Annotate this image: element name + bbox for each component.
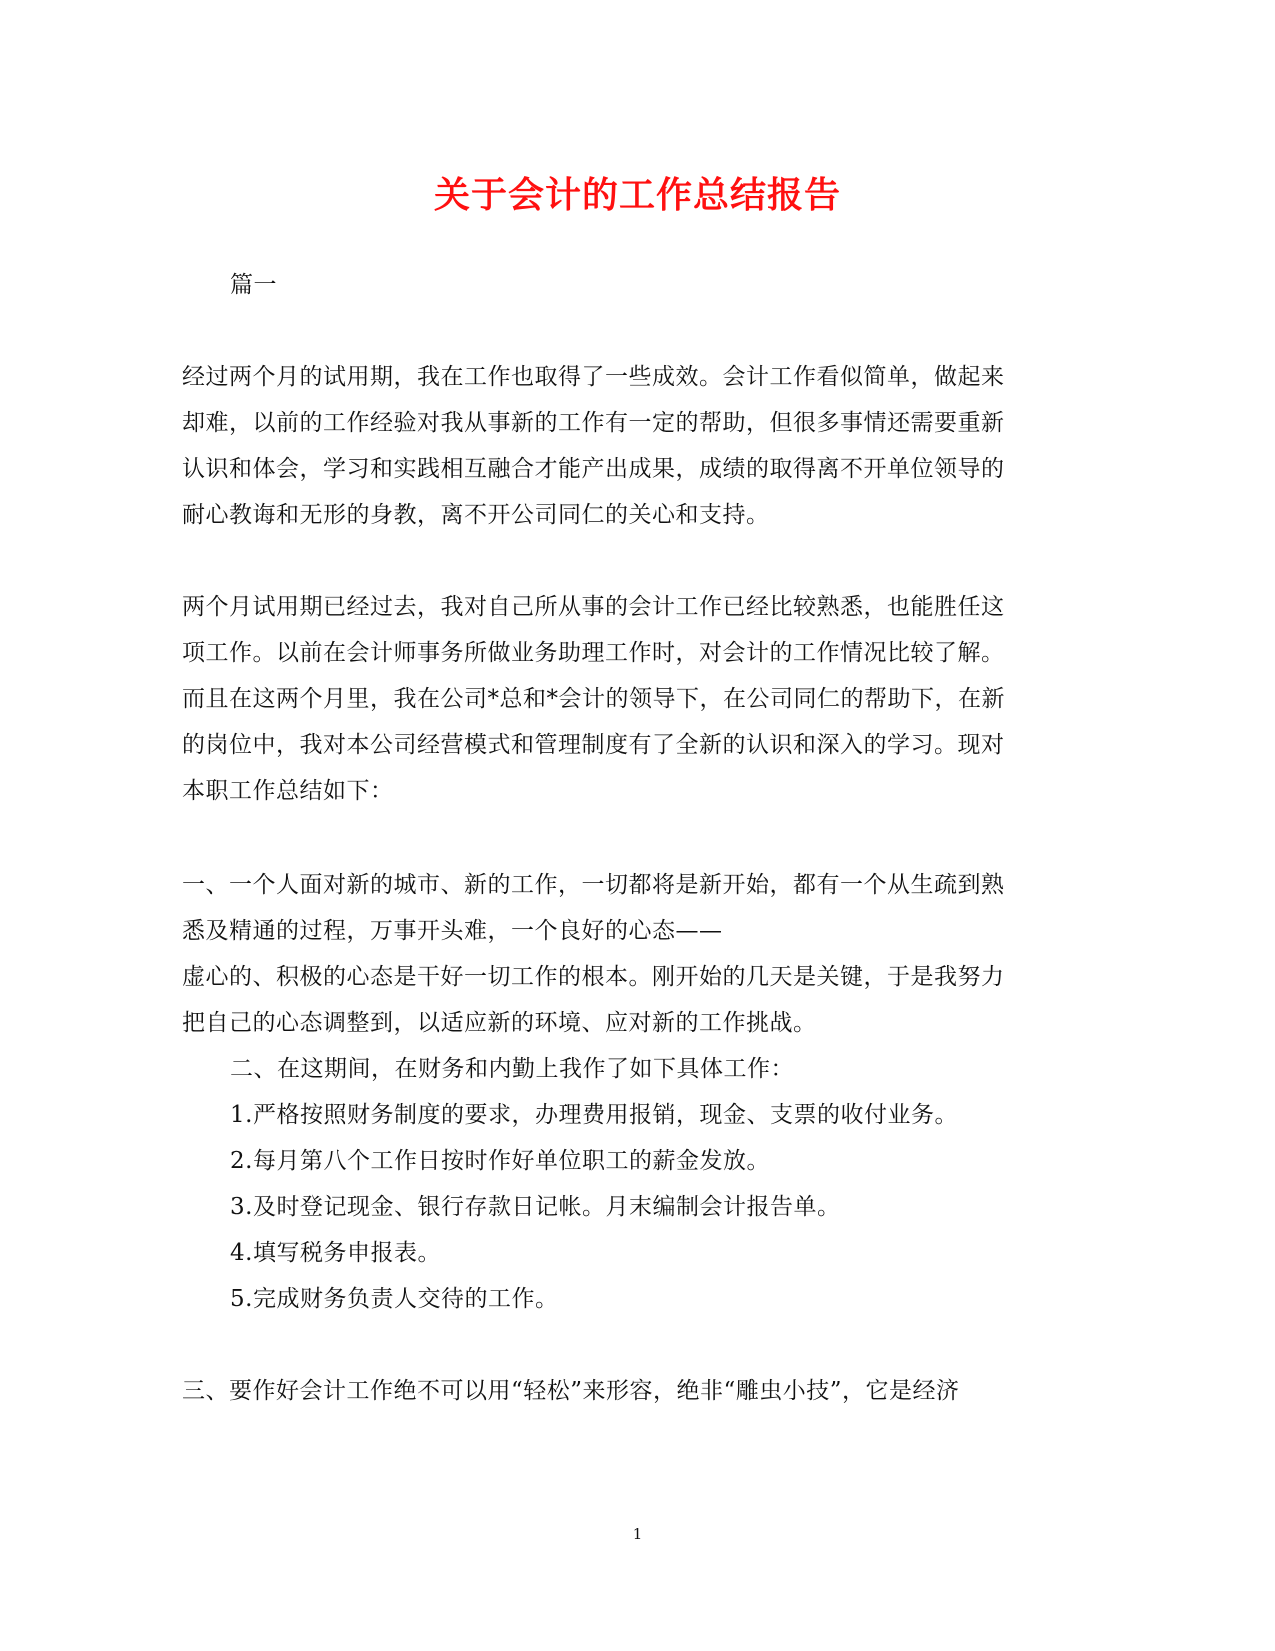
paragraph-3-line-2: 悉及精通的过程，万事开头难，一个良好的心态——	[182, 918, 723, 944]
duty-item-1: 1.严格按照财务制度的要求，办理费用报销，现金、支票的收付业务。	[230, 1102, 958, 1128]
paragraph-1-line-2: 却难，以前的工作经验对我从事新的工作有一定的帮助，但很多事情还需要重新	[182, 410, 1005, 436]
paragraph-2-line-4: 的岗位中，我对本公司经营模式和管理制度有了全新的认识和深入的学习。现对	[182, 732, 1005, 758]
paragraph-3-line-1: 一、一个人面对新的城市、新的工作，一切都将是新开始，都有一个从生疏到熟	[182, 872, 1005, 898]
document-title: 关于会计的工作总结报告	[433, 174, 841, 216]
paragraph-2-line-3: 而且在这两个月里，我在公司*总和*会计的领导下，在公司同仁的帮助下，在新	[182, 686, 1005, 712]
duty-item-5: 5.完成财务负责人交待的工作。	[230, 1286, 559, 1312]
section-heading: 篇一	[230, 272, 277, 298]
paragraph-2-line-5: 本职工作总结如下：	[182, 778, 394, 804]
section-2-heading: 二、在这期间，在财务和内勤上我作了如下具体工作：	[230, 1056, 794, 1082]
paragraph-1-line-3: 认识和体会，学习和实践相互融合才能产出成果，成绩的取得离不开单位领导的	[182, 456, 1005, 482]
paragraph-3-line-3: 虚心的、积极的心态是干好一切工作的根本。刚开始的几天是关键，于是我努力	[182, 964, 1005, 990]
duty-item-4: 4.填写税务申报表。	[230, 1240, 441, 1266]
duty-item-2: 2.每月第八个工作日按时作好单位职工的薪金发放。	[230, 1148, 770, 1174]
paragraph-3-line-4: 把自己的心态调整到，以适应新的环境、应对新的工作挑战。	[182, 1010, 817, 1036]
section-3-line-1: 三、要作好会计工作绝不可以用“轻松”来形容，绝非“雕虫小技”，它是经济	[182, 1378, 960, 1404]
paragraph-2-line-1: 两个月试用期已经过去，我对自己所从事的会计工作已经比较熟悉，也能胜任这	[182, 594, 1005, 620]
duty-item-3: 3.及时登记现金、银行存款日记帐。月末编制会计报告单。	[230, 1194, 841, 1220]
paragraph-2-line-2: 项工作。以前在会计师事务所做业务助理工作时，对会计的工作情况比较了解。	[182, 640, 1005, 666]
page-number: 1	[632, 1525, 643, 1543]
paragraph-1-line-1: 经过两个月的试用期，我在工作也取得了一些成效。会计工作看似简单，做起来	[182, 364, 1005, 390]
paragraph-1-line-4: 耐心教诲和无形的身教，离不开公司同仁的关心和支持。	[182, 502, 770, 528]
